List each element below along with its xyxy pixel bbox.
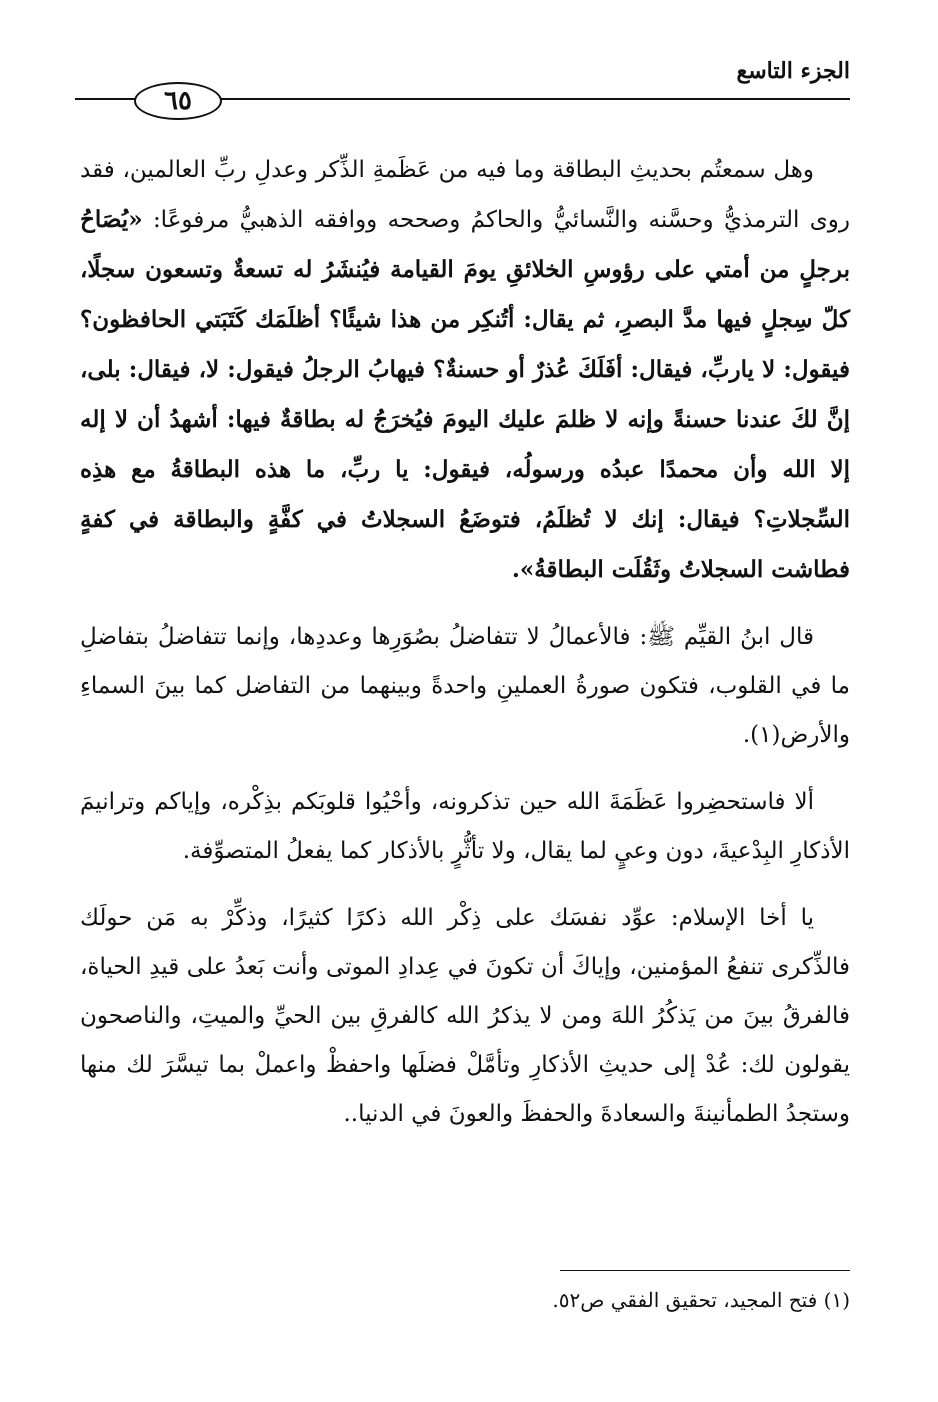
footnote-rule <box>560 1270 850 1271</box>
hadith-intro: وهل سمعتُم بحديثِ البطاقة وما فيه من عَظَمةِ الذِّكر وعدلِ ربِّ العالمين، فقد روى الترمذيُّ وحسَّنه والنَّسائيُّ والحاكمُ وصححه ووافقه الذهبيُّ مرفوعًا: <box>80 157 850 233</box>
paragraph-advice: يا أخا الإسلام: عوِّد نفسَك على ذِكْر الله ذكرًا كثيرًا، وذكِّرْ به مَن حولَك فالذِّكرى تنفعُ المؤمنين، وإياكَ أن تكونَ في عِدادِ الموتى وأنت بَعدُ على قيدِ الحياة، فالفرقُ بينَ من يَذكُرُ اللهَ ومن لا يذكرُ الله كالفرقِ بين الحيِّ والميتِ، والناصحون يقولون لك: عُدْ إلى حديثِ الأذكارِ وتأمَّلْ فضلَها واحفظْ واعملْ بما تيسَّرَ لك منها وستجدُ الطمأنينةَ والسعادةَ والحفظَ والعونَ في الدنيا.. <box>80 905 850 1127</box>
hadith-quote: «يُصَاحُ برجلٍ من أمتي على رؤوسِ الخلائقِ يومَ القيامة فيُنشَرُ له تسعةٌ وتسعون سجلًا، كلّ سِجلٍ فيها مدَّ البصرِ، ثم يقال: أتُنكِر من هذا شيئًا؟ أظلَمَك كَتَبَتي الحافظون؟ فيقول: لا ياربِّ، فيقال: أفَلَكَ عُذرٌ أو حسنةٌ؟ فيهابُ الرجلُ فيقول: لا، فيقال: بلى، إنَّ لكَ عندنا حسنةً وإنه لا ظلمَ عليك اليومَ فيُخرَجُ له بطاقةٌ فيها: أشهدُ أن لا إله إلا الله وأن محمدًا عبدُه ورسولُه، فيقول: يا ربِّ، ما هذه البطاقةُ مع هذِه السِّجلاتِ؟ فيقال: إنك لا تُظلَمُ، فتوضَعُ السجلاتُ في كفَّةٍ والبطاقة في كفةٍ فطاشت السجلاتُ وثَقُلَت البطاقةُ». <box>80 206 850 583</box>
paragraph-hadith <box>80 146 850 595</box>
paragraph-remembrance: ألا فاستحضِروا عَظَمَةَ الله حين تذكرونه، وأحْيُوا قلوبَكم بذِكْره، وإياكم وترانيمَ الأذكارِ البِدْعيةَ، دون وعيٍ لما يقال، ولا تأثُّرٍ بالأذكار كما يفعلُ المتصوِّفة. <box>80 789 850 864</box>
running-header-title: الجزء التاسع <box>736 58 850 84</box>
footnote: (١) فتح المجيد، تحقيق الفقي ص٥٢. <box>552 1288 850 1312</box>
page-number-badge: ٦٥ <box>134 82 222 120</box>
paragraph-ibn-qayyim: قال ابنُ القيِّم ﷺ: فالأعمالُ لا تتفاضلُ بصُوَرِها وعددِها، وإنما تتفاضلُ بتفاضلِ ما في القلوب، فتكون صورةُ العملينِ واحدةً وبينهما من التفاضل كما بينَ السماءِ والأرض(١). <box>80 624 850 748</box>
main-text <box>80 146 850 1157</box>
